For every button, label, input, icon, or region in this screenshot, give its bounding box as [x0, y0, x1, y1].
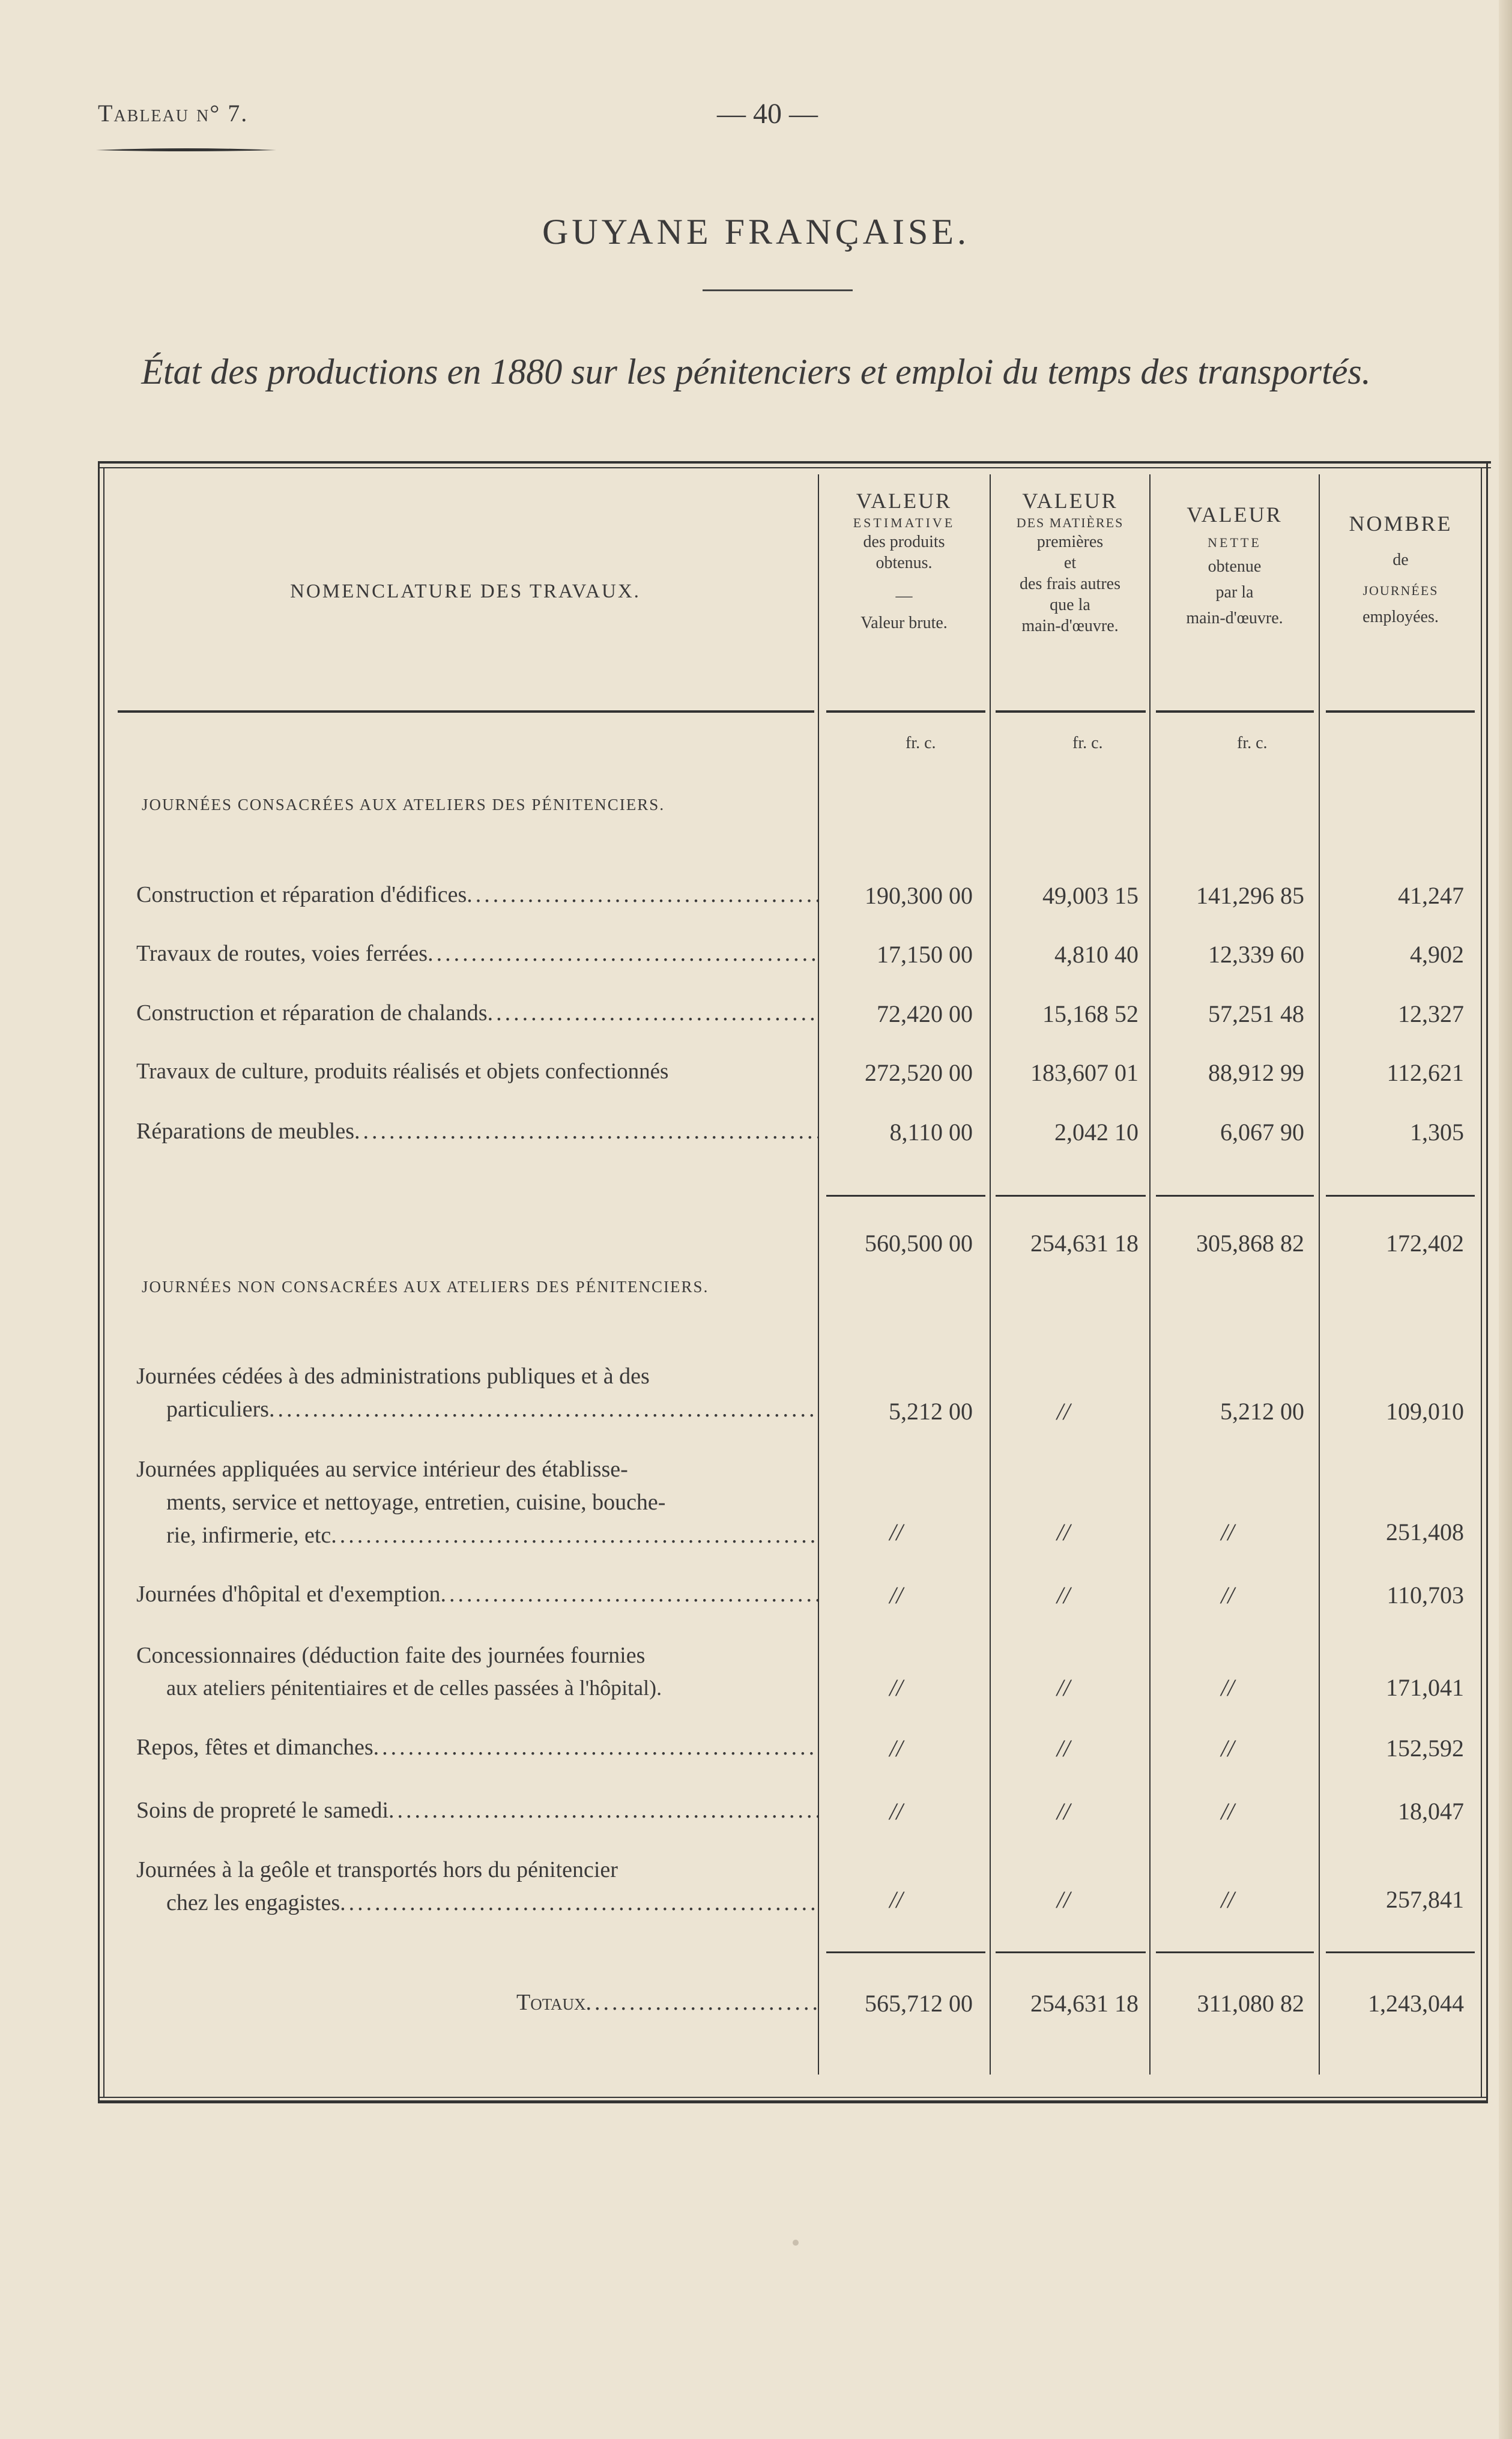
cell-valeur-matieres: 15,168 52 — [1042, 1000, 1139, 1027]
cell-valeur-nette: 12,339 60 — [1208, 941, 1304, 968]
col-sep-2 — [990, 474, 991, 2075]
col-sep-3 — [1149, 474, 1151, 2075]
header-rule-c4 — [1326, 710, 1475, 713]
row-label-text: Journées à la geôle et transportés hors du pénitencier — [136, 1857, 618, 1882]
col3-h0: VALEUR — [1187, 503, 1283, 527]
col1-h3: obtenus. — [875, 553, 933, 572]
cell-valeur-nette: 5,212 00 — [1220, 1398, 1304, 1425]
leader-dots — [331, 1519, 818, 1552]
cell-journees: 109,010 — [1386, 1398, 1464, 1425]
table-top-border — [98, 461, 1491, 464]
cell-valeur-nette: // — [1221, 1582, 1235, 1609]
col2-h2: premières — [1036, 532, 1104, 551]
cell-valeur-nette: 57,251 48 — [1208, 1000, 1304, 1027]
totals-rule-c3 — [1156, 1951, 1314, 1953]
leader-dots — [467, 878, 818, 911]
cell-valeur-brute: // — [889, 1519, 903, 1546]
cell-journees: 171,041 — [1386, 1674, 1464, 1701]
section-title: JOURNÉES NON CONSACRÉES AUX ATELIERS DES PÉNITENCIERS. — [142, 1278, 709, 1296]
unit-label: fr. c. — [1237, 734, 1268, 752]
col-header-valeur-matieres — [992, 488, 1148, 636]
cell-journees: 1,305 — [1410, 1119, 1464, 1146]
cell-valeur-nette: // — [1221, 1674, 1235, 1701]
row-label-text: Travaux de routes, voies ferrées — [136, 941, 428, 966]
leader-dots — [389, 1794, 818, 1827]
section-title: JOURNÉES CONSACRÉES AUX ATELIERS DES PÉNITENCIERS. — [142, 796, 665, 814]
cell-valeur-nette: // — [1221, 1519, 1235, 1546]
leader-dots — [269, 1393, 818, 1426]
row-label-text: rie, infirmerie, etc — [166, 1523, 331, 1549]
row-label — [136, 1639, 818, 1703]
cell-valeur-brute: 17,150 00 — [877, 941, 973, 968]
cell-valeur-matieres: // — [1056, 1398, 1071, 1425]
total-valeur-nette: 311,080 82 — [1197, 1990, 1304, 2017]
col-header-nomenclature: NOMENCLATURE DES TRAVAUX. — [290, 581, 641, 602]
leader-dots — [586, 1989, 817, 2016]
cell-journees: 251,408 — [1386, 1519, 1464, 1546]
subtotal-rule-c2 — [996, 1195, 1146, 1197]
row-label-text: Construction et réparation de chalands — [136, 1000, 488, 1026]
cell-valeur-matieres: 4,810 40 — [1054, 941, 1139, 968]
cell-valeur-brute: 272,520 00 — [865, 1059, 973, 1086]
col1-h4: — — [895, 586, 913, 605]
cell-valeur-nette: // — [1221, 1735, 1235, 1762]
leader-dots — [441, 1578, 818, 1611]
cell-journees: 152,592 — [1386, 1735, 1464, 1762]
col2-h4: des frais autres — [1020, 574, 1120, 593]
cell-valeur-nette: // — [1221, 1886, 1235, 1913]
cell-journees: 12,327 — [1398, 1000, 1464, 1027]
col-header-nombre-journees — [1321, 510, 1480, 627]
cell-valeur-nette: // — [1221, 1798, 1235, 1825]
cell-journees: 4,902 — [1410, 941, 1464, 968]
totals-rule-c1 — [826, 1951, 985, 1953]
cell-valeur-nette: 6,067 90 — [1220, 1119, 1304, 1146]
page-number: — 40 — — [717, 98, 818, 130]
row-label — [136, 1578, 818, 1611]
subtotal-rule-c3 — [1156, 1195, 1314, 1197]
col4-h2: JOURNÉES — [1362, 583, 1439, 598]
row-label-text: Repos, fêtes et dimanches — [136, 1735, 373, 1760]
col2-h1: DES MATIÈRES — [1016, 515, 1124, 530]
col-sep-1 — [818, 474, 819, 2075]
header-rule — [118, 710, 814, 713]
subtotal-rule-c1 — [826, 1195, 985, 1197]
leader-dots — [488, 997, 818, 1030]
row-label-text: Journées d'hôpital et d'exemption — [136, 1582, 441, 1607]
table-top-border-inner — [98, 467, 1491, 468]
cell-valeur-brute: 190,300 00 — [865, 882, 973, 909]
cell-journees: 257,841 — [1386, 1886, 1464, 1913]
cell-valeur-brute: // — [889, 1582, 903, 1609]
total-valeur-matieres: 254,631 18 — [1030, 1990, 1139, 2017]
cell-valeur-brute: 5,212 00 — [889, 1398, 973, 1425]
row-label — [136, 1115, 818, 1148]
col3-h4: main-d'œuvre. — [1186, 608, 1283, 627]
table-right-border-outer — [1486, 461, 1488, 2102]
row-label-text: Soins de propreté le samedi — [136, 1798, 389, 1823]
cell-valeur-brute: 72,420 00 — [877, 1000, 973, 1027]
row-label-text: Réparations de meubles — [136, 1119, 355, 1144]
row-label — [136, 1731, 818, 1764]
row-label — [136, 1056, 818, 1088]
row-label-text: aux ateliers pénitentiaires et de celles passées à l'hôpital). — [166, 1676, 662, 1700]
cell-valeur-matieres: // — [1056, 1735, 1071, 1762]
row-label-text: Travaux de culture, produits réalisés et objets confectionnés — [136, 1059, 669, 1084]
col1-h0: VALEUR — [856, 489, 952, 513]
col-header-valeur-nette — [1152, 501, 1317, 629]
col4-h3: employées. — [1362, 607, 1439, 626]
row-label — [136, 1360, 818, 1426]
row-label — [136, 1794, 818, 1827]
paper-speck — [793, 2240, 799, 2246]
table-right-border-inner — [1481, 468, 1482, 2097]
row-label — [136, 1854, 818, 1920]
cell-valeur-matieres: // — [1056, 1674, 1071, 1701]
leader-dots — [373, 1731, 818, 1764]
cell-valeur-brute: // — [889, 1798, 903, 1825]
subtotal-valeur-matieres: 254,631 18 — [1030, 1230, 1139, 1257]
table-left-border-outer — [98, 461, 100, 2102]
cell-valeur-nette: 88,912 99 — [1208, 1059, 1304, 1086]
col2-h0: VALEUR — [1022, 489, 1118, 513]
unit-label: fr. c. — [1072, 734, 1103, 752]
subtotal-journees: 172,402 — [1386, 1230, 1464, 1257]
cell-valeur-matieres: // — [1056, 1886, 1071, 1913]
row-label-text: Journées appliquées au service intérieur des établisse- — [136, 1457, 628, 1482]
col4-h1: de — [1393, 551, 1409, 569]
col-sep-4 — [1319, 474, 1320, 2075]
cell-valeur-brute: // — [889, 1735, 903, 1762]
cell-journees: 18,047 — [1398, 1798, 1464, 1825]
row-label-text: Concessionnaires (déduction faite des journées fournies — [136, 1643, 646, 1668]
cell-valeur-brute: // — [889, 1886, 903, 1913]
title-rule — [703, 289, 853, 291]
cell-valeur-brute: // — [889, 1674, 903, 1701]
leader-dots — [354, 1115, 818, 1148]
totals-rule-c2 — [996, 1951, 1146, 1953]
row-label-text: ments, service et nettoyage, entretien, cuisine, bouche- — [166, 1490, 666, 1516]
col3-h3: par la — [1215, 582, 1254, 602]
col2-h5: que la — [1050, 595, 1090, 614]
cell-valeur-matieres: 2,042 10 — [1054, 1119, 1139, 1146]
row-label — [136, 937, 818, 970]
col1-h2: des produits — [863, 532, 945, 551]
decorative-underline — [96, 148, 276, 151]
leader-dots — [340, 1887, 818, 1920]
header-rule-c2 — [996, 710, 1146, 713]
cell-journees: 112,621 — [1387, 1059, 1464, 1086]
col-header-valeur-estimative — [821, 488, 987, 633]
total-journees: 1,243,044 — [1368, 1990, 1464, 2017]
totals-label — [516, 1989, 817, 2016]
table-bottom-border-inner — [98, 2097, 1488, 2098]
cell-valeur-matieres: // — [1056, 1582, 1071, 1609]
totals-label-text: Totaux — [516, 1990, 586, 2015]
cell-valeur-matieres: 183,607 01 — [1030, 1059, 1139, 1086]
total-valeur-brute: 565,712 00 — [865, 1990, 973, 2017]
row-label-text: chez les engagistes — [166, 1890, 340, 1916]
cell-valeur-nette: 141,296 85 — [1196, 882, 1304, 909]
leader-dots — [428, 937, 818, 970]
row-label-text: particuliers — [166, 1397, 269, 1422]
col4-h0: NOMBRE — [1349, 512, 1453, 536]
cell-valeur-matieres: // — [1056, 1519, 1071, 1546]
unit-label: fr. c. — [906, 734, 936, 752]
row-label — [136, 1453, 818, 1552]
cell-valeur-brute: 8,110 00 — [889, 1119, 973, 1146]
subtotal-valeur-nette: 305,868 82 — [1196, 1230, 1304, 1257]
row-label-text: Construction et réparation d'édifices — [136, 882, 467, 907]
row-label — [136, 878, 818, 911]
cell-journees: 41,247 — [1398, 882, 1464, 909]
cell-valeur-matieres: 49,003 15 — [1042, 882, 1139, 909]
subtotal-rule-c4 — [1326, 1195, 1475, 1197]
col3-h1: NETTE — [1208, 535, 1262, 550]
table-bottom-border — [98, 2100, 1488, 2103]
tableau-label: Tableau n° 7. — [98, 100, 249, 127]
page-subtitle: État des productions en 1880 sur les pénitenciers et emploi du temps des transportés. — [141, 352, 1371, 391]
cell-journees: 110,703 — [1387, 1582, 1464, 1609]
cell-valeur-matieres: // — [1056, 1798, 1071, 1825]
col1-h1: ESTIMATIVE — [853, 515, 955, 530]
page-title: GUYANE FRANÇAISE. — [542, 212, 970, 252]
table-left-border-inner — [103, 468, 104, 2097]
col1-h5: Valeur brute. — [860, 613, 948, 632]
header-rule-c3 — [1156, 710, 1314, 713]
col2-h3: et — [1063, 553, 1077, 572]
row-label-text: Journées cédées à des administrations publiques et à des — [136, 1364, 650, 1389]
totals-rule-c4 — [1326, 1951, 1475, 1953]
subtotal-valeur-brute: 560,500 00 — [865, 1230, 973, 1257]
col3-h2: obtenue — [1208, 557, 1262, 576]
col2-h6: main-d'œuvre. — [1021, 616, 1119, 635]
row-label — [136, 997, 818, 1030]
header-rule-c1 — [826, 710, 985, 713]
